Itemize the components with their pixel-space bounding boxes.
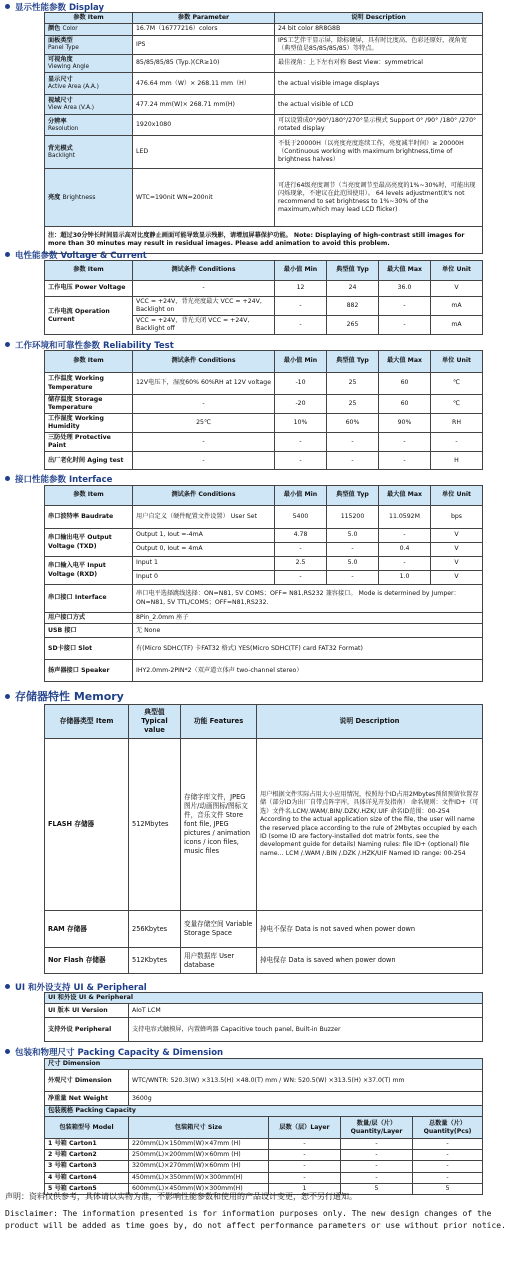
bullet-icon xyxy=(5,476,10,481)
table-row: 工作电压 Power Voltage - 12 24 36.0 V xyxy=(45,281,483,297)
table-row: 亮度 Brightness WTC=190nit WN=200nit 可进行64级亮度调节（当亮度调节至最高亮度的1%~30%时，可能出现闪烁现象，不建议在此范围使用）。 64 levels adjustment(It's not recommend to set brightness to 1%~30% of the maximum,which may lead LCD flicker) xyxy=(45,169,483,227)
section-title-interface: 接口性能参数 Interface xyxy=(5,473,112,485)
table-row: 净重量 Net Weight 3600g xyxy=(45,1092,483,1106)
memory-table: 存储器类型 Item 典型值 Typical value 功能 Features 说明 Description FLASH 存储器 512Mbytes 存储字库文件，JPEG 图片/动画图标/图标文件，音乐文件 Store font file, JPEG pictures / animation icons / icon files, music files 用户根据文件实际占用大小应用情况，按照每个ID占用2Mbytes预留预留位置存储（部分ID为出厂自带点阵字库，具体详见开发指南） 命名规则：文件ID+（可选）文件名.LCM/.WAM/.BIN/.DZK/.HZK/.UIF 命名ID范围：00-254 According to the actual application size of the file, the user will name the reserved place according to the rule of 2Mbytes occupied by each ID (some ID are factory-installed dot matrix fonts, see the development guide for details) Naming rules: file ID+ (optional) file name… LCM /.WAM /.BIN /.DZK /.HZK/UIF Named ID range: 00-254 RAM 存储器 256Kbytes 变量存储空间 Variable Storage Space 掉电不保存 Data is not saved when power down Nor Flash 存储器 512Kbytes 用户数据库 User database 掉电保存 Data is saved when power down xyxy=(44,704,483,974)
table-row: 4 号箱 Carton4 450mm(L)×350mm(W)×300mm(H) - - - xyxy=(45,1172,483,1183)
table-row: SD卡接口 Slot 有(Micro SDHC(TF) 卡FAT32 格式) YES(Micro SDHC(TF) card FAT32 Format) xyxy=(45,638,483,660)
section-title-memory: 存储器特性 Memory xyxy=(5,688,124,704)
table-row: 分辨率 Resolution 1920x1080 可以设置成0°/90°/180°/270°显示模式 Support 0° /90° /180° /270° rotated display xyxy=(45,115,483,136)
table-row: 出厂老化时间 Aging test - - - - H xyxy=(45,452,483,470)
table-row: 可视角度 Viewing Angle 85/85/85/85 (Typ.)(CR≥10) 最佳视角：上下左右对称 Best View：symmetrical xyxy=(45,54,483,73)
bullet-icon xyxy=(5,342,10,347)
table-row: 外观尺寸 Dimension WTC/WNTR: 520.3(W) ×313.5(H) ×48.0(T) mm / WN: 520.5(W) ×313.5(H) ×37.0(T) mm xyxy=(45,1070,483,1092)
table-row: 面板类型 Panel Type IPS IPS工艺伴干显示屏，除标硬屏，具有时比度高、色彩还原好，视角宽（典型值是85/85/85/85）等特点。 xyxy=(45,35,483,54)
table-row: 工作湿度 Working Humidity 25℃ 10% 60% 90% RH xyxy=(45,414,483,433)
bullet-icon xyxy=(5,984,10,989)
table-row: UI 版本 UI Version AIoT LCM xyxy=(45,1004,483,1018)
table-row: 工作温度 Working Temperature 12V电压下，湿度60% 60%RH at 12V voltage -10 25 60 ℃ xyxy=(45,373,483,395)
table-row: 扬声器接口 Speaker IHY2.0mm-2PIN*2（双声道立体声 two-channel stereo） xyxy=(45,660,483,682)
table-row: 视域尺寸 View Area (V.A.) 477.24 mm(W)× 268.71 mm(H) the actual visible of LCD xyxy=(45,95,483,115)
table-row: 1 号箱 Carton1 220mm(L)×150mm(W)×47mm (H) - - - xyxy=(45,1139,483,1150)
table-row: 工作电流 Operation Current VCC = +24V，背光亮度最大 VCC = +24V, Backlight on - 882 - mA xyxy=(45,297,483,316)
disclaimer-cn: 声明：资料仅供参考，具体请以实物为准，不影响性能参数和使用的产品设计变更，恕不另行通知。 xyxy=(5,1192,357,1201)
table-row: VCC = +24V，背光关闭 VCC = +24V, Backlight off - 265 - mA xyxy=(45,316,483,335)
display-table: 参数 Item 参数 Parameter 说明 Description 颜色 Color 16.7M（16777216）colors 24 bit color 8R8G8B 面板类型 Panel Type IPS IPS工艺伴干显示屏，除标硬屏，具有时比度高、色彩还原好，视角宽（典型值是85/85/85/85）等特点。 可视角度 Viewing Angle 85/85/85/85 (Typ.)(CR≥10) 最佳视角：上下左右对称 Best View：symmetrical 显示尺寸 Active Area (A.A.) 476.64 mm（W）× 268.11 mm（H） the actual visible image displays 视域尺寸 View Area (V.A.) 477.24 mm(W)× 268.71 mm(H) the actual visible of LCD 分辨率 Resolution 1920x1080 可以设置成0°/90°/180°/270°显示模式 Support 0° /90° /180° /270° rotated display 背光模式 Backlight LED 不低于20000H（以亮度亮度连续工作，亮度减半时间）≥ 20000H（Continuous working with maximum brightness,time of brightness halves） 亮度 Brightness WTC=190nit WN=200nit 可进行64级亮度调节（当亮度调节至最高亮度的1%~30%时，可能出现闪烁现象，不建议在此范围使用）。 64 levels adjustment(It's not recommend to set brightness to 1%~30% of the maximum,which may lead LCD flicker) 注：超过30分钟长时间显示高对比度静止画面可能导致显示残影，请增加屏幕保护功能。 Note: Displaying of high-contrast still images for more than 30 minutes may result in residual images. Please add animation to avoid this problem. xyxy=(44,12,483,254)
disclaimer-en: Disclaimer: The information presented is for information purposes only. The new design changes of the product will be added as time goes by, do not affect performance parameters or use without prior notice. xyxy=(5,1209,506,1230)
table-row: 三防处理 Protective Paint - - - - - xyxy=(45,433,483,452)
table-row: USB 接口 无 None xyxy=(45,624,483,638)
bullet-icon xyxy=(5,252,10,257)
table-row: Input 0 - - 1.0 V xyxy=(45,571,483,585)
section-title-display: 显示性能参数 Display xyxy=(5,1,104,13)
section-title-voltage: 电性能参数 Voltage & Current xyxy=(5,249,147,261)
table-row: RAM 存储器 256Kbytes 变量存储空间 Variable Storage Space 掉电不保存 Data is not saved when power down xyxy=(45,911,483,948)
table-row: 显示尺寸 Active Area (A.A.) 476.64 mm（W）× 268.11 mm（H） the actual visible image displays xyxy=(45,73,483,95)
table-row: FLASH 存储器 512Mbytes 存储字库文件，JPEG 图片/动画图标/图标文件，音乐文件 Store font file, JPEG pictures / animation icons / icon files, music files 用户根据文件实际占用大小应用情况，按照每个ID占用2Mbytes预留预留位置存储（部分ID为出厂自带点阵字库，具体详见开发指南） 命名规则：文件ID+（可选）文件名.LCM/.WAM/.BIN/.DZK/.HZK/.UIF 命名ID范围：00-254 According to the actual application size of the file, the user will name the reserved place according to the rule of 2Mbytes occupied by each ID (some ID are factory-installed dot matrix fonts, see the development guide for details) Naming rules: file ID+ (optional) file name… LCM /.WAM /.BIN /.DZK /.HZK/UIF Named ID range: 00-254 xyxy=(45,739,483,911)
packing-table: 尺寸 Dimension 外观尺寸 Dimension WTC/WNTR: 520.3(W) ×313.5(H) ×48.0(T) mm / WN: 520.5(W) ×313.5(H) ×37.0(T) mm 净重量 Net Weight 3600g 包装规格 Packing Capacity 包装箱型号 Model 包装箱尺寸 Size 层数（层）Layer 数量/层（片）Quantity/Layer 总数量（片）Quantity(Pcs) 1 号箱 Carton1 220mm(L)×150mm(W)×47mm (H) - - - 2 号箱 Carton2 250mm(L)×200mm(W)×60mm (H) - - - 3 号箱 Carton3 320mm(L)×270mm(W)×60mm (H) - - - 4 号箱 Carton4 450mm(L)×350mm(W)×300mm(H) - - - 5 号箱 Carton5 600mm(L)×450mm(W)×300mm(H) 1 5 5 xyxy=(44,1058,483,1195)
table-row: 背光模式 Backlight LED 不低于20000H（以亮度亮度连续工作，亮度减半时间）≥ 20000H（Continuous working with maximum brightness,time of brightness halves） xyxy=(45,136,483,169)
table-row: 支持外设 Peripheral 支持电容式触摸屏，内置蜂鸣器 Capacitive touch panel, Built-in Buzzer xyxy=(45,1018,483,1042)
section-title-reliability: 工作环境和可靠性参数 Reliability Test xyxy=(5,339,174,351)
bullet-icon xyxy=(5,694,10,699)
table-row: 颜色 Color 16.7M（16777216）colors 24 bit color 8R8G8B xyxy=(45,24,483,36)
table-row: 串口输入电平 Input Voltage (RXD) Input 1 2.5 5.0 - V xyxy=(45,557,483,571)
reliability-table: 参数 Item 测试条件 Conditions 最小值 Min 典型值 Typ 最大值 Max 单位 Unit 工作温度 Working Temperature 12V电压下，湿度60% 60%RH at 12V voltage -10 25 60 ℃ 储存温度 Storage Temperature - -20 25 60 ℃ 工作湿度 Working Humidity 25℃ 10% 60% 90% RH 三防处理 Protective Paint - - - - - 出厂老化时间 Aging test - - - - H xyxy=(44,350,483,470)
table-row: 串口波特率 Baudrate 用户自定义（硬件配置文件设置） User Set 5400 115200 11.0592M bps xyxy=(45,506,483,529)
table-row: 5 号箱 Carton5 600mm(L)×450mm(W)×300mm(H) 1 5 5 xyxy=(45,1183,483,1194)
table-row: 用户接口方式 8Pin_2.0mm 座子 xyxy=(45,613,483,624)
bullet-icon xyxy=(5,4,10,9)
ui-table: UI 和外设 UI & Peripheral UI 版本 UI Version AIoT LCM 支持外设 Peripheral 支持电容式触摸屏，内置蜂鸣器 Capacitive touch panel, Built-in Buzzer xyxy=(44,992,483,1042)
table-row: Output 0, Iout = 4mA - - 0.4 V xyxy=(45,543,483,557)
section-title-ui: UI 和外设支持 UI & Peripheral xyxy=(5,981,147,993)
table-row: 2 号箱 Carton2 250mm(L)×200mm(W)×60mm (H) - - - xyxy=(45,1150,483,1161)
table-row: 串口接口 Interface 串口电平选择跳线选择：ON=N81, 5V COMS；OFF= N81,RS232 兼容接口。 Mode is determined by Jumper：ON=N81, 5V TTL/COMS；OFF=N81,RS232. xyxy=(45,585,483,613)
table-row: 储存温度 Storage Temperature - -20 25 60 ℃ xyxy=(45,395,483,414)
table-row: 3 号箱 Carton3 320mm(L)×270mm(W)×60mm (H) - - - xyxy=(45,1161,483,1172)
table-row: 串口输出电平 Output Voltage (TXD) Output 1, Iout =-4mA 4.78 5.0 - V xyxy=(45,529,483,543)
bullet-icon xyxy=(5,1049,10,1054)
section-title-packing: 包装和物理尺寸 Packing Capacity & Dimension xyxy=(5,1046,223,1058)
voltage-table: 参数 Item 测试条件 Conditions 最小值 Min 典型值 Typ 最大值 Max 单位 Unit 工作电压 Power Voltage - 12 24 36.0 V 工作电流 Operation Current VCC = +24V，背光亮度最大 VCC = +24V, Backlight on - 882 - mA VCC = +24V，背光关闭 VCC = +24V, Backlight off - 265 - mA xyxy=(44,260,483,335)
interface-table: 参数 Item 测试条件 Conditions 最小值 Min 典型值 Typ 最大值 Max 单位 Unit 串口波特率 Baudrate 用户自定义（硬件配置文件设置） User Set 5400 115200 11.0592M bps 串口输出电平 Output Voltage (TXD) Output 1, Iout =-4mA 4.78 5.0 - V Output 0, Iout = 4mA - - 0.4 V 串口输入电平 Input Voltage (RXD) Input 1 2.5 5.0 - V Input 0 - - 1.0 V 串口接口 Interface 串口电平选择跳线选择：ON=N81, 5V COMS；OFF= N81,RS232 兼容接口。 Mode is determined by Jumper：ON=N81, 5V TTL/COMS；OFF=N81,RS232. 用户接口方式 8Pin_2.0mm 座子 USB 接口 无 None SD卡接口 Slot 有(Micro SDHC(TF) 卡FAT32 格式) YES(Micro SDHC(TF) card FAT32 Format) 扬声器接口 Speaker IHY2.0mm-2PIN*2（双声道立体声 two-channel stereo） xyxy=(44,485,483,682)
table-row: Nor Flash 存储器 512Kbytes 用户数据库 User database 掉电保存 Data is saved when power down xyxy=(45,948,483,974)
table-note: 注：超过30分钟长时间显示高对比度静止画面可能导致显示残影，请增加屏幕保护功能。 Note: Displaying of high-contrast still images for more than 30 minutes may result in residual images. Please add animation to avoid this problem. xyxy=(45,227,483,254)
